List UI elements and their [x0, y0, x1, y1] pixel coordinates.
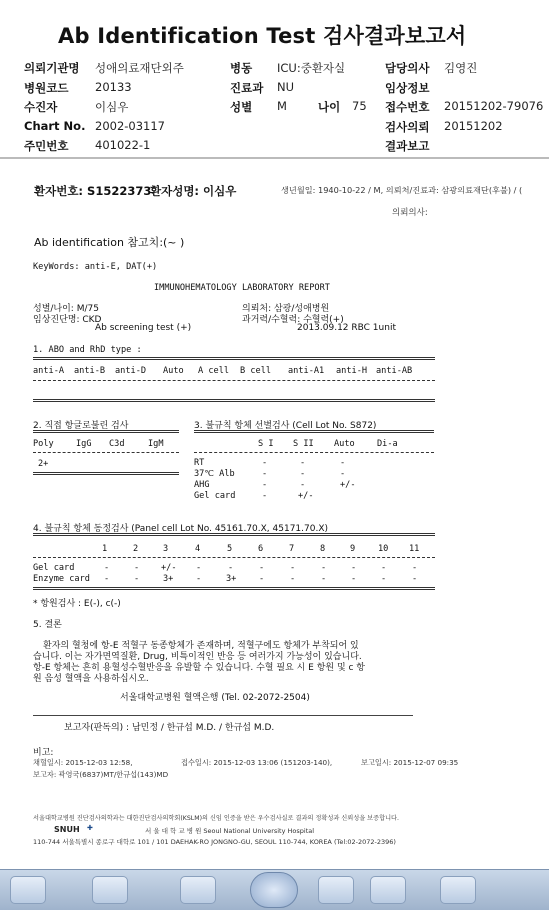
panel-cell: -	[134, 563, 140, 573]
abo-header-a-cell: A cell	[198, 366, 230, 376]
value-resident-no: 401022-1	[95, 138, 151, 152]
sex-age: 성별/나이: M/75	[33, 304, 99, 314]
panel-header: 5	[227, 544, 233, 554]
page-title: Ab Identification Test 검사결과보고서	[58, 24, 467, 48]
panel-cell: -	[259, 563, 265, 573]
value-chart-no: 2002-03117	[95, 119, 165, 133]
value-receipt-no: 20151202-79076	[444, 99, 544, 113]
panel-cell: -	[196, 574, 202, 584]
divider	[33, 557, 435, 558]
panel-cell: -	[381, 563, 387, 573]
panel-cell: -	[104, 574, 110, 584]
panel-cell: -	[381, 574, 387, 584]
panel-header: 8	[320, 544, 326, 554]
taskbar-button[interactable]	[180, 876, 216, 904]
label-receipt-no: 접수번호	[385, 100, 430, 114]
conclusion-line: 항-E 항체는 흔히 용혈성수혈반응을 유발할 수 있습니다. 수혈 필요 시 E 항원 및 c 항	[33, 663, 365, 673]
screen-header-di-a: Di-a	[377, 439, 398, 449]
panel-header: 11	[409, 544, 420, 554]
panel-cell: 3+	[163, 574, 174, 584]
transfusion-history: 과거력/수혈력: 수혈력(+)	[242, 315, 344, 325]
taskbar-button[interactable]	[318, 876, 354, 904]
dat-header-igm: IgM	[148, 439, 164, 449]
dat-value-poly: 2+	[38, 459, 49, 469]
conclusion-line: 습니다. 이는 자가면역질환, Drug, 비특이적인 반응 등 여러가지 가능성이 있습니다.	[33, 652, 362, 662]
panel-header: 7	[289, 544, 295, 554]
panel-header: 10	[378, 544, 389, 554]
start-button-icon[interactable]	[250, 872, 298, 908]
divider	[33, 533, 435, 536]
panel-header: 2	[133, 544, 139, 554]
divider	[33, 472, 179, 475]
panel-row-label-gel: Gel card	[33, 563, 75, 573]
screen-cell: -	[262, 469, 268, 479]
value-hospital-code: 20133	[95, 80, 132, 94]
abo-header-anti-h: anti-H	[336, 366, 368, 376]
screening-result: Ab screening test (+)	[95, 323, 192, 333]
value-ward: ICU:중환자실	[277, 61, 346, 75]
clinical-diagnosis: 임상진단명: CKD	[33, 315, 102, 325]
label-physician: 담당의사	[385, 61, 430, 75]
label-department: 진료과	[230, 81, 264, 95]
screen-cell: -	[300, 480, 306, 490]
dat-header-igg: IgG	[76, 439, 92, 449]
taskbar-button[interactable]	[370, 876, 406, 904]
patient-name: 환자성명: 이심우	[150, 184, 237, 198]
hospital-address: 110-744 서울특별시 종로구 대학로 101 / 101 DAEHAK-RO JONGNO-GU, SEOUL 110-744, KOREA (Tel:02-2072-2396)	[33, 838, 396, 846]
divider	[194, 430, 434, 433]
abo-header-anti-a1: anti-A1	[288, 366, 325, 376]
abo-header-anti-b: anti-B	[74, 366, 106, 376]
panel-cell: -	[351, 563, 357, 573]
collection-time: 채혈일시: 2015-12-03 12:58,	[33, 758, 133, 767]
reporter: 보고자(판독의) : 남민정 / 한규섭 M.D. / 한규섭 M.D.	[64, 723, 275, 733]
panel-cell: -	[134, 574, 140, 584]
screen-cell: -	[300, 458, 306, 468]
screen-cell: -	[340, 458, 346, 468]
panel-cell: -	[290, 563, 296, 573]
requesting-doctor: 의뢰의사:	[392, 208, 428, 218]
screen-row-label: Gel card	[194, 491, 236, 501]
screen-cell: -	[262, 480, 268, 490]
dat-section-heading: 2. 직접 항글로불린 검사	[33, 421, 129, 431]
label-requesting-org: 의뢰기관명	[24, 61, 80, 75]
divider	[194, 452, 434, 453]
screen-row-label: RT	[194, 458, 205, 468]
reporter-codes: 보고자: 곽영국(6837)MT/한규섭(143)MD	[33, 770, 169, 779]
screen-cell: -	[262, 458, 268, 468]
divider	[33, 452, 179, 453]
taskbar-button[interactable]	[92, 876, 128, 904]
panel-cell: -	[228, 563, 234, 573]
abo-header-b-cell: B cell	[240, 366, 272, 376]
blood-bank-contact: 서울대학교병원 혈액은행 (Tel. 02-2072-2504)	[120, 693, 310, 703]
panel-cell: 3+	[226, 574, 237, 584]
divider	[33, 399, 435, 402]
label-resident-no: 주민번호	[24, 139, 69, 153]
taskbar-button[interactable]	[10, 876, 46, 904]
panel-header: 6	[258, 544, 264, 554]
taskbar	[0, 869, 549, 910]
section-title: Ab identification 참고치:(~ )	[34, 236, 185, 249]
dat-header-c3d: C3d	[109, 439, 125, 449]
receipt-time: 접수일시: 2015-12-03 13:06 (151203-140),	[181, 758, 333, 767]
dat-header-poly: Poly	[33, 439, 54, 449]
panel-section-heading: 4. 불규칙 항체 동정검사 (Panel cell Lot No. 45161.70.X, 45171.70.X)	[33, 524, 329, 534]
abo-section-heading: 1. ABO and RhD type :	[33, 345, 142, 355]
report-time: 보고일시: 2015-12-07 09:35	[361, 758, 459, 767]
panel-cell: -	[290, 574, 296, 584]
divider	[33, 357, 435, 360]
value-test-request: 20151202	[444, 119, 503, 133]
antigen-test: * 항원검사 : E(-), c(-)	[33, 599, 121, 609]
keywords: KeyWords: anti-E, DAT(+)	[33, 262, 158, 272]
label-test-request: 검사의뢰	[385, 120, 430, 134]
certification-note: 서울대학교병원 진단검사의학과는 대한진단검사의학회(KSLM)의 신임 인증을 받은 우수검사실로 결과의 정확성과 신뢰성을 보증합니다.	[33, 815, 399, 822]
panel-cell: -	[104, 563, 110, 573]
label-age: 나이	[318, 100, 341, 114]
abo-header-anti-a: anti-A	[33, 366, 65, 376]
panel-cell: -	[196, 563, 202, 573]
screen-cell: -	[262, 491, 268, 501]
label-patient: 수진자	[24, 100, 58, 114]
abo-header-anti-ab: anti-AB	[376, 366, 413, 376]
taskbar-button[interactable]	[440, 876, 476, 904]
panel-cell: -	[412, 563, 418, 573]
hospital-name: 서 울 대 학 교 병 원 Seoul National University Hospital	[145, 827, 315, 835]
screen-header-s2: S II	[293, 439, 314, 449]
panel-cell: +/-	[161, 563, 177, 573]
screen-row-label: 37℃ Alb	[194, 469, 235, 479]
panel-header: 1	[102, 544, 108, 554]
panel-header: 3	[163, 544, 169, 554]
report-document	[0, 159, 549, 869]
conclusion-line: 환자의 혈청에 항-E 적혈구 동종항체가 존재하며, 적혈구에도 항체가 부착되어 있	[43, 641, 359, 651]
divider	[33, 430, 179, 433]
value-department: NU	[277, 80, 295, 94]
value-requesting-org: 성애의료재단외주	[95, 61, 184, 75]
panel-header: 4	[195, 544, 201, 554]
panel-row-label-enzyme: Enzyme card	[33, 574, 90, 584]
value-physician: 김영진	[444, 61, 478, 75]
snuh-logo: SNUH	[54, 825, 80, 834]
value-age: 75	[352, 99, 367, 113]
remark-label: 비고:	[33, 748, 54, 758]
panel-cell: -	[259, 574, 265, 584]
value-sex: M	[277, 99, 287, 113]
screen-cell: +/-	[340, 480, 356, 490]
screen-cell: -	[300, 469, 306, 479]
screen-row-label: AHG	[194, 480, 210, 490]
divider	[33, 380, 435, 381]
patient-number: 환자번호: S1522373	[34, 184, 152, 198]
requesting-site: 의뢰처: 삼광/성애병원	[242, 304, 330, 314]
label-clinical-info: 임상정보	[385, 81, 430, 95]
label-hospital-code: 병원코드	[24, 81, 69, 95]
conclusion-line: 원 음성 혈액을 사용하십시오.	[33, 674, 149, 684]
abo-header-anti-d: anti-D	[115, 366, 147, 376]
value-patient: 이심우	[95, 100, 129, 114]
panel-cell: -	[321, 574, 327, 584]
panel-cell: -	[412, 574, 418, 584]
lab-report-title: IMMUNOHEMATOLOGY LABORATORY REPORT	[154, 283, 330, 293]
screen-header-s1: S I	[258, 439, 274, 449]
snuh-emblem-icon: ✚	[87, 824, 93, 832]
screen-header-auto: Auto	[334, 439, 355, 449]
screen-cell: +/-	[298, 491, 314, 501]
screening-section-heading: 3. 불규칙 항체 선별검사 (Cell Lot No. S872)	[194, 421, 377, 431]
label-result-report: 결과보고	[385, 139, 430, 153]
abo-header-auto: Auto	[163, 366, 184, 376]
label-sex: 성별	[230, 100, 253, 114]
label-ward: 병동	[230, 61, 253, 75]
conclusion-heading: 5. 결론	[33, 620, 62, 630]
transfusion-history-detail: 2013.09.12 RBC 1unit	[297, 323, 396, 333]
panel-cell: -	[351, 574, 357, 584]
screen-cell: -	[340, 469, 346, 479]
panel-header: 9	[350, 544, 356, 554]
panel-cell: -	[321, 563, 327, 573]
divider	[33, 715, 413, 716]
label-chart-no: Chart No.	[24, 119, 86, 133]
divider	[33, 587, 435, 590]
patient-meta: 생년월일: 1940-10-22 / M, 의뢰처/진료과: 삼광의료재단(후불) / (	[281, 185, 523, 195]
